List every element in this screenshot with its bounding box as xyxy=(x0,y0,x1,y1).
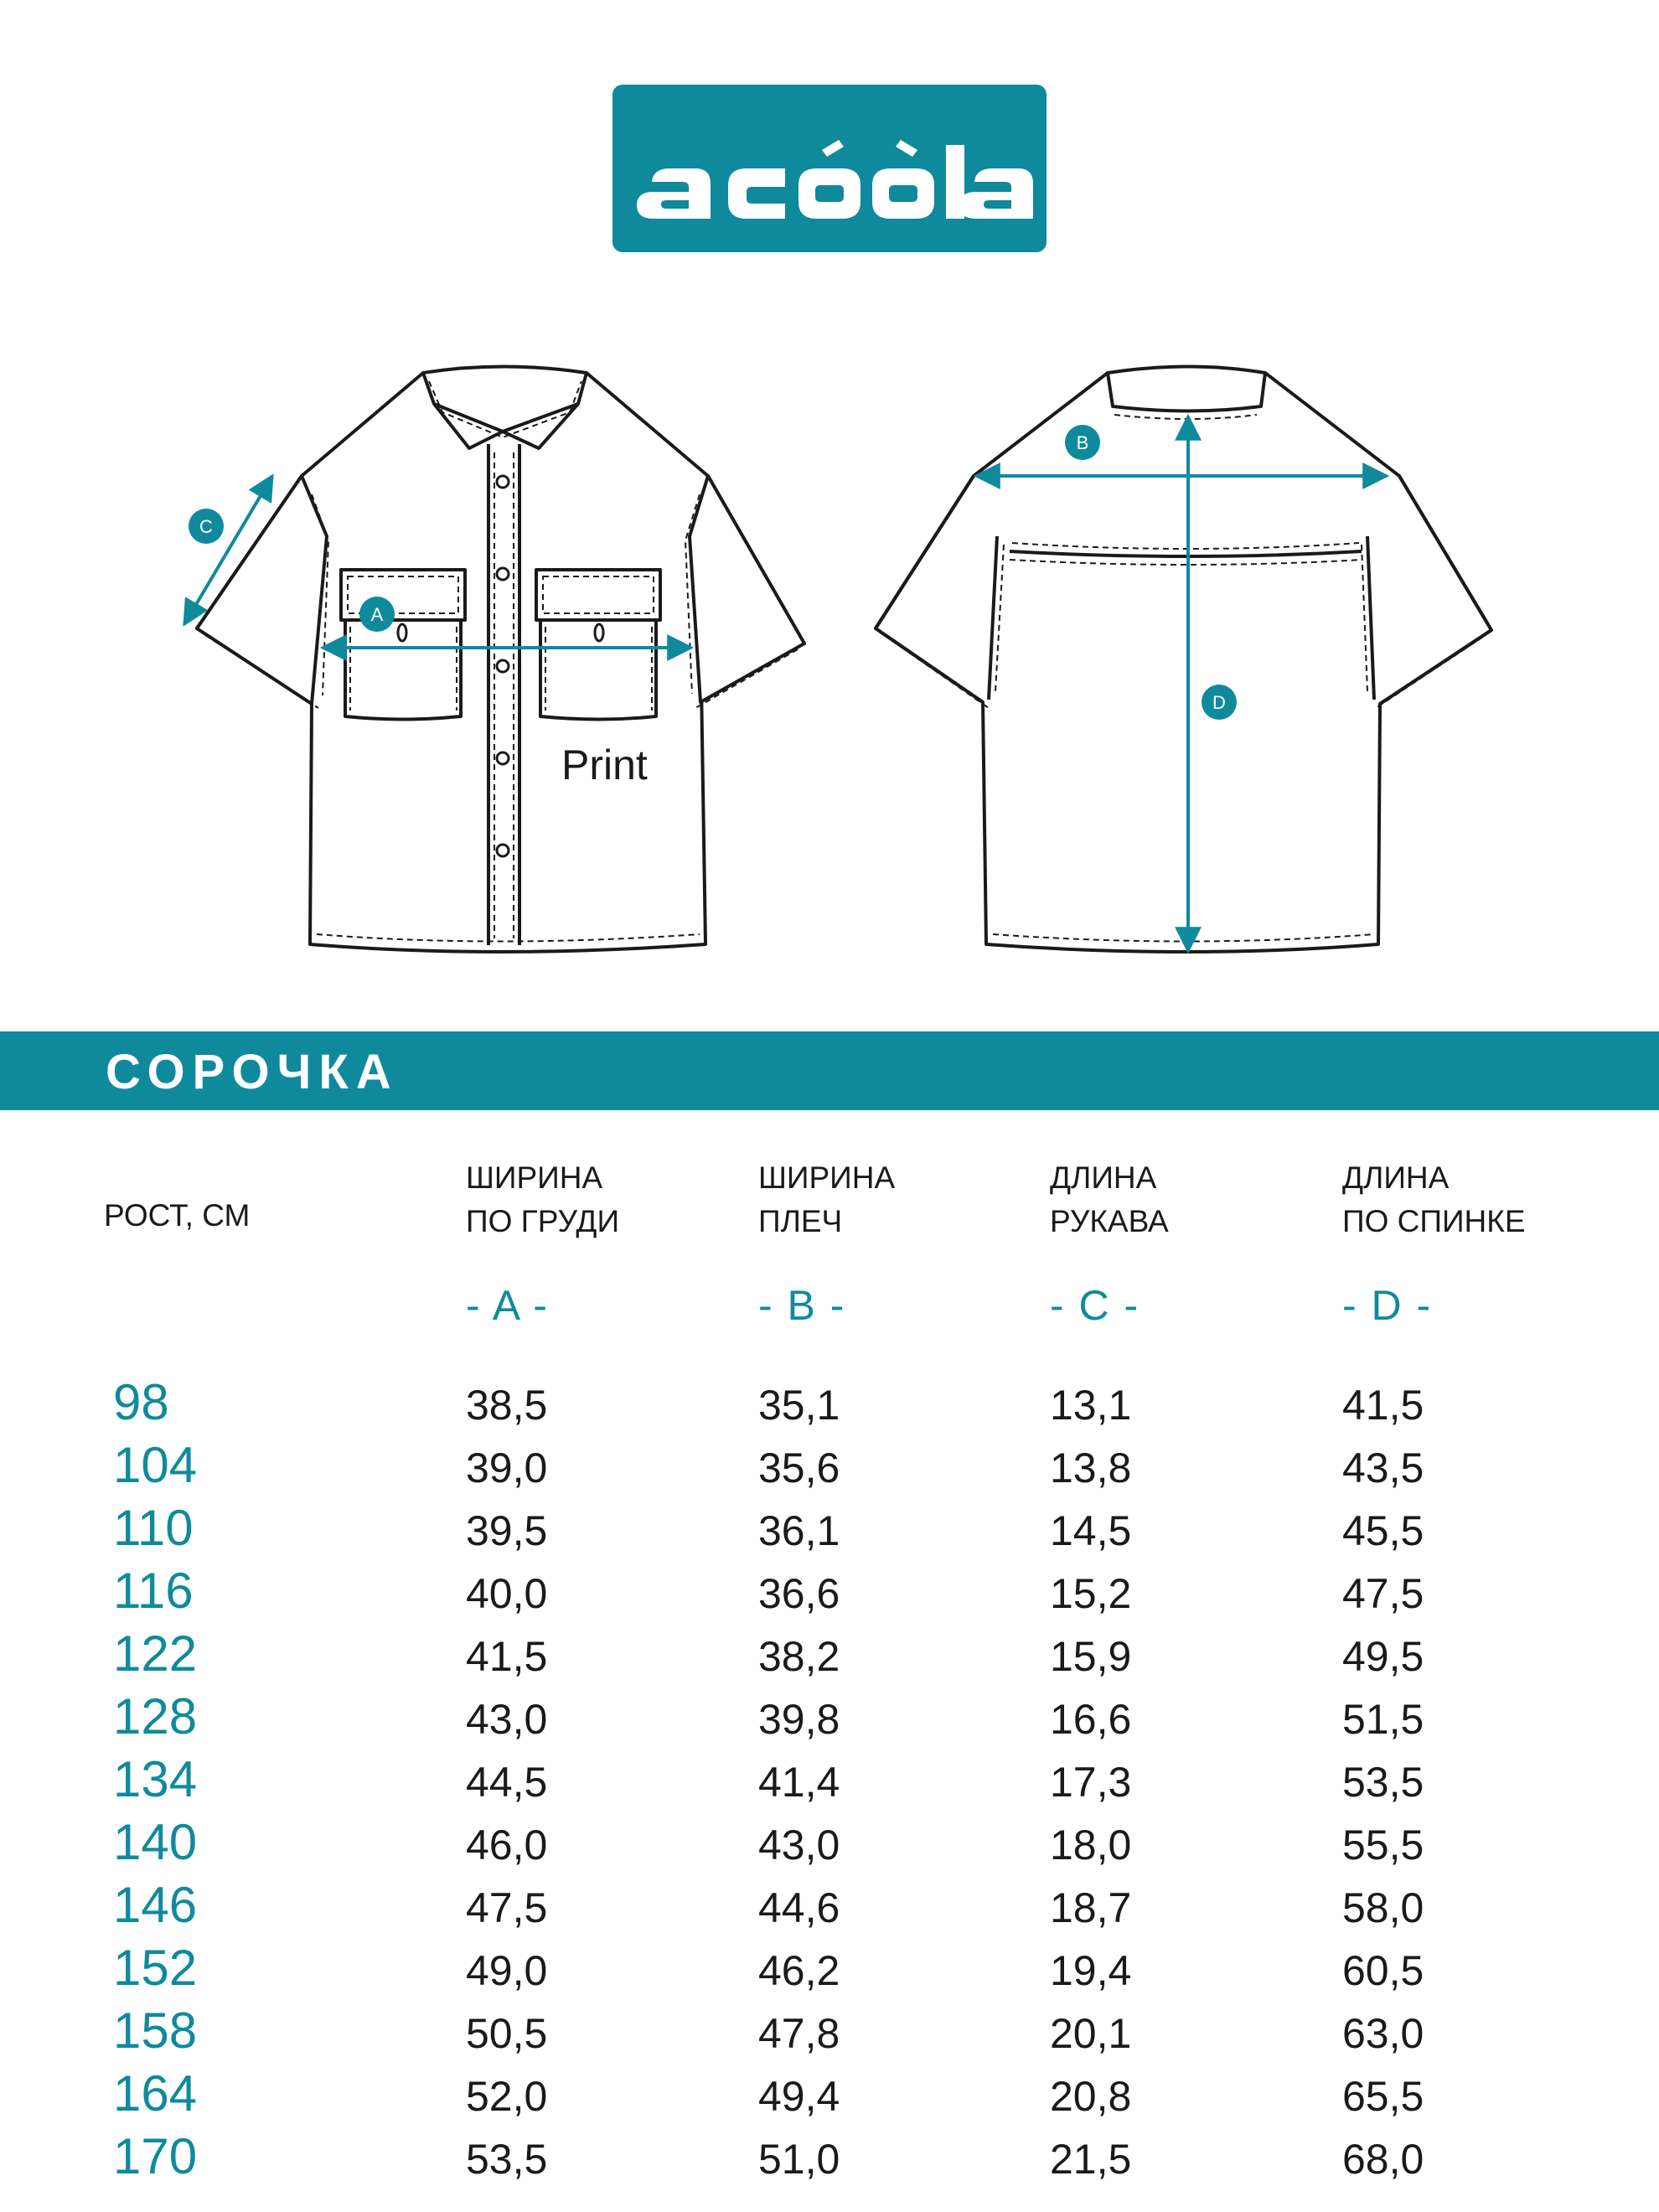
value-cell: 38,2 xyxy=(758,1633,840,1680)
column-header-line: ПЛЕЧ xyxy=(758,1204,843,1238)
value-cell: 60,5 xyxy=(1342,1947,1424,1994)
height-cell: 110 xyxy=(113,1500,194,1556)
column-letter-c: - C - xyxy=(1050,1282,1140,1329)
table-row xyxy=(0,1434,1659,1496)
column-header-line: ДЛИНА xyxy=(1050,1160,1157,1195)
value-cell: 65,5 xyxy=(1342,2073,1424,2120)
value-cell: 43,0 xyxy=(758,1822,840,1868)
column-letter-a: - A - xyxy=(466,1282,549,1329)
height-cell: 146 xyxy=(113,1877,198,1933)
value-cell: 52,0 xyxy=(466,2073,548,2120)
value-cell: 19,4 xyxy=(1050,1947,1132,1994)
value-cell: 36,6 xyxy=(758,1570,840,1617)
value-cell: 46,2 xyxy=(758,1947,840,1994)
column-header-line: ДЛИНА xyxy=(1342,1160,1450,1195)
height-cell: 134 xyxy=(113,1751,198,1807)
value-cell: 36,1 xyxy=(758,1507,840,1554)
height-cell: 170 xyxy=(113,2128,198,2184)
value-cell: 20,1 xyxy=(1050,2010,1132,2057)
value-cell: 45,5 xyxy=(1342,1507,1424,1554)
height-cell: 116 xyxy=(113,1563,194,1619)
column-header-back-length xyxy=(1342,1156,1619,1243)
value-cell: 53,5 xyxy=(466,2136,548,2183)
value-cell: 46,0 xyxy=(466,1822,548,1868)
value-cell: 47,8 xyxy=(758,2010,840,2057)
value-cell: 51,0 xyxy=(758,2136,840,2183)
value-cell: 13,8 xyxy=(1050,1445,1132,1491)
value-cell: 39,5 xyxy=(466,1507,548,1554)
height-cell: 98 xyxy=(113,1374,169,1430)
value-cell: 58,0 xyxy=(1342,1884,1424,1931)
value-cell: 15,9 xyxy=(1050,1633,1132,1680)
value-cell: 44,5 xyxy=(466,1759,548,1806)
shirt-technical-drawing xyxy=(0,335,1659,989)
column-header-line: ПО СПИНКЕ xyxy=(1342,1204,1526,1238)
table-row xyxy=(0,2062,1659,2125)
column-header-chest xyxy=(466,1156,742,1243)
value-cell: 43,5 xyxy=(1342,1445,1424,1491)
acoola-logo-mark xyxy=(612,85,1047,252)
print-label: Print xyxy=(561,742,648,788)
table-row xyxy=(0,1873,1659,1936)
table-row xyxy=(0,1748,1659,1811)
value-cell: 38,5 xyxy=(466,1382,548,1429)
height-cell: 122 xyxy=(113,1625,198,1682)
table-row xyxy=(0,1811,1659,1873)
marker-c xyxy=(189,509,224,544)
column-header-sleeve xyxy=(1050,1156,1326,1243)
value-cell: 41,4 xyxy=(758,1759,840,1806)
value-cell: 18,0 xyxy=(1050,1822,1132,1868)
value-cell: 49,0 xyxy=(466,1947,548,1994)
value-cell: 35,1 xyxy=(758,1382,840,1429)
marker-a xyxy=(359,597,395,632)
value-cell: 40,0 xyxy=(466,1570,548,1617)
table-row xyxy=(0,2125,1659,2188)
value-cell: 43,0 xyxy=(466,1696,548,1743)
value-cell: 50,5 xyxy=(466,2010,548,2057)
value-cell: 47,5 xyxy=(1342,1570,1424,1617)
section-title-bar xyxy=(0,1031,1659,1110)
marker-b xyxy=(1065,425,1100,460)
shirt-front-view xyxy=(197,367,804,953)
column-letter-b: - B - xyxy=(758,1282,846,1329)
value-cell: 16,6 xyxy=(1050,1696,1132,1743)
height-cell: 152 xyxy=(113,1940,198,1996)
table-row xyxy=(0,1371,1659,1434)
column-header-line: ШИРИНА xyxy=(758,1160,896,1195)
height-cell: 164 xyxy=(113,2065,198,2122)
column-header-line: РУКАВА xyxy=(1050,1204,1169,1238)
height-cell: 140 xyxy=(113,1814,198,1870)
value-cell: 41,5 xyxy=(1342,1382,1424,1429)
value-cell: 39,8 xyxy=(758,1696,840,1743)
height-header: РОСТ, СМ xyxy=(104,1198,251,1233)
value-cell: 49,5 xyxy=(1342,1633,1424,1680)
height-cell: 158 xyxy=(113,2003,198,2059)
svg-text:A: A xyxy=(370,604,384,625)
value-cell: 20,8 xyxy=(1050,2073,1132,2120)
svg-text:C: C xyxy=(199,516,213,537)
svg-text:B: B xyxy=(1076,432,1089,453)
brand-logo xyxy=(612,85,1047,252)
column-header-line: ПО ГРУДИ xyxy=(466,1204,620,1238)
table-row xyxy=(0,1496,1659,1559)
value-cell: 14,5 xyxy=(1050,1507,1132,1554)
value-cell: 49,4 xyxy=(758,2073,840,2120)
table-row xyxy=(0,1559,1659,1622)
column-header-line: ШИРИНА xyxy=(466,1160,603,1195)
value-cell: 13,1 xyxy=(1050,1382,1132,1429)
value-cell: 51,5 xyxy=(1342,1696,1424,1743)
table-row xyxy=(0,1936,1659,1999)
value-cell: 55,5 xyxy=(1342,1822,1424,1868)
table-row xyxy=(0,1685,1659,1748)
marker-d xyxy=(1202,685,1237,720)
section-title: СОРОЧКА xyxy=(106,1045,399,1099)
shirt-back-view xyxy=(876,367,1491,953)
height-cell: 128 xyxy=(113,1688,198,1744)
column-letter-d: - D - xyxy=(1342,1282,1433,1329)
table-row xyxy=(0,1622,1659,1685)
value-cell: 47,5 xyxy=(466,1884,548,1931)
value-cell: 39,0 xyxy=(466,1445,548,1491)
value-cell: 35,6 xyxy=(758,1445,840,1491)
column-header-shoulders xyxy=(758,1156,1035,1243)
value-cell: 68,0 xyxy=(1342,2136,1424,2183)
value-cell: 21,5 xyxy=(1050,2136,1132,2183)
value-cell: 53,5 xyxy=(1342,1759,1424,1806)
value-cell: 18,7 xyxy=(1050,1884,1132,1931)
height-cell: 104 xyxy=(113,1437,198,1493)
value-cell: 44,6 xyxy=(758,1884,840,1931)
table-row xyxy=(0,1999,1659,2062)
svg-text:D: D xyxy=(1212,692,1226,713)
value-cell: 63,0 xyxy=(1342,2010,1424,2057)
value-cell: 15,2 xyxy=(1050,1570,1132,1617)
value-cell: 17,3 xyxy=(1050,1759,1132,1806)
value-cell: 41,5 xyxy=(466,1633,548,1680)
